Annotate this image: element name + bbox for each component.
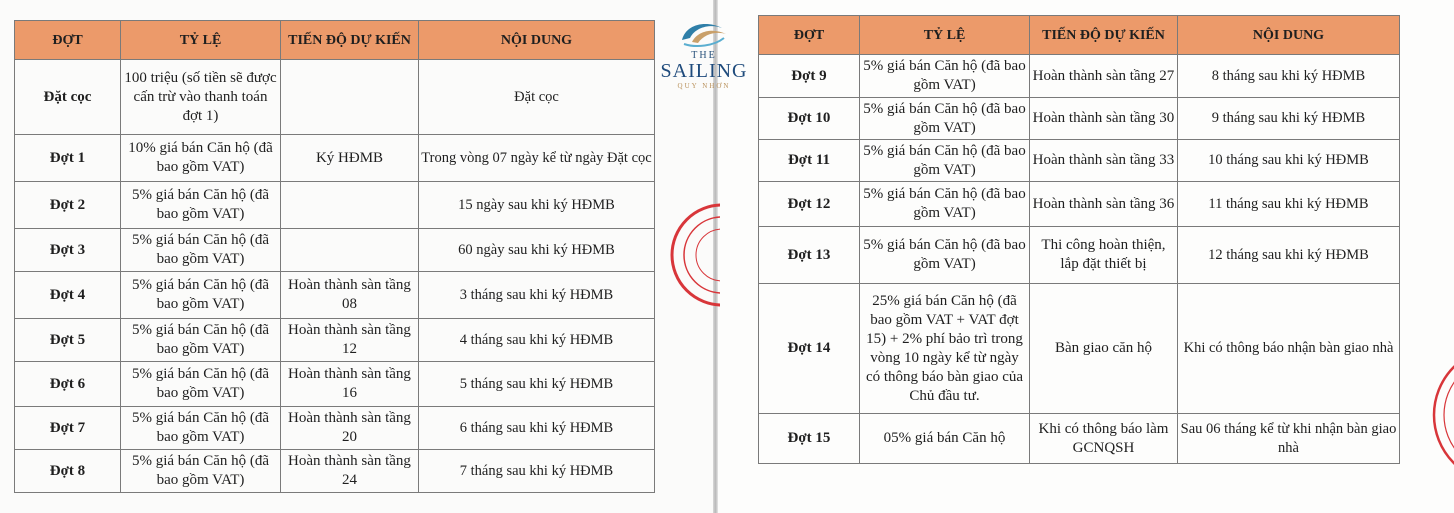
cell-tiendo: Hoàn thành sàn tầng 24	[281, 450, 419, 493]
cell-dot: Đợt 8	[15, 450, 121, 493]
cell-tyle: 5% giá bán Căn hộ (đã bao gồm VAT)	[121, 450, 281, 493]
cell-noidung: 8 tháng sau khi ký HĐMB	[1178, 55, 1400, 98]
table-row	[759, 55, 1400, 98]
cell-dot: Đợt 5	[15, 319, 121, 362]
cell-dot: Đợt 14	[759, 284, 860, 414]
cell-dot: Đợt 11	[759, 140, 860, 182]
table-row	[759, 227, 1400, 284]
cell-noidung: Khi có thông báo nhận bàn giao nhà	[1178, 284, 1400, 414]
logo-subtitle: QUY NHƠN	[677, 82, 731, 90]
cell-tyle: 100 triệu (số tiền sẽ được cấn trừ vào thanh toán đợt 1)	[121, 60, 281, 135]
cell-tyle: 5% giá bán Căn hộ (đã bao gồm VAT)	[121, 229, 281, 272]
cell-tiendo: Hoàn thành sàn tầng 12	[281, 319, 419, 362]
cell-dot: Đợt 4	[15, 272, 121, 319]
cell-noidung: 5 tháng sau khi ký HĐMB	[419, 362, 655, 407]
cell-dot: Đợt 15	[759, 414, 860, 464]
wave-logo-icon	[676, 18, 732, 48]
cell-dot: Đợt 2	[15, 182, 121, 229]
cell-tiendo	[281, 182, 419, 229]
cell-tyle: 5% giá bán Căn hộ (đã bao gồm VAT)	[860, 182, 1030, 227]
cell-noidung: Đặt cọc	[419, 60, 655, 135]
cell-tiendo: Hoàn thành sàn tầng 27	[1030, 55, 1178, 98]
logo-name: SAILING	[660, 60, 748, 82]
cell-noidung: 10 tháng sau khi ký HĐMB	[1178, 140, 1400, 182]
cell-tiendo: Thi công hoàn thiện, lắp đặt thiết bị	[1030, 227, 1178, 284]
cell-tiendo	[281, 229, 419, 272]
header-dot: ĐỢT	[759, 16, 860, 55]
cell-noidung: 4 tháng sau khi ký HĐMB	[419, 319, 655, 362]
header-tiendo: TIẾN ĐỘ DỰ KIẾN	[281, 21, 419, 60]
cell-tiendo: Khi có thông báo làm GCNQSH	[1030, 414, 1178, 464]
payment-schedule-table-right	[758, 15, 1400, 464]
cell-dot: Đợt 10	[759, 98, 860, 140]
table-header-row	[759, 16, 1400, 55]
table-row	[15, 362, 655, 407]
header-tiendo: TIẾN ĐỘ DỰ KIẾN	[1030, 16, 1178, 55]
cell-tiendo: Hoàn thành sàn tầng 36	[1030, 182, 1178, 227]
payment-schedule-table-left	[14, 20, 655, 493]
cell-noidung: Sau 06 tháng kể từ khi nhận bàn giao nhà	[1178, 414, 1400, 464]
cell-noidung: 11 tháng sau khi ký HĐMB	[1178, 182, 1400, 227]
table-row	[15, 60, 655, 135]
cell-dot: Đợt 12	[759, 182, 860, 227]
cell-tyle: 5% giá bán Căn hộ (đã bao gồm VAT)	[121, 362, 281, 407]
cell-tyle: 5% giá bán Căn hộ (đã bao gồm VAT)	[860, 55, 1030, 98]
table-row	[15, 272, 655, 319]
cell-dot: Đợt 6	[15, 362, 121, 407]
cell-tyle: 5% giá bán Căn hộ (đã bao gồm VAT)	[860, 227, 1030, 284]
cell-tiendo: Bàn giao căn hộ	[1030, 284, 1178, 414]
cell-tiendo: Ký HĐMB	[281, 135, 419, 182]
cell-noidung: 60 ngày sau khi ký HĐMB	[419, 229, 655, 272]
the-sailing-logo	[660, 18, 748, 110]
cell-tyle: 5% giá bán Căn hộ (đã bao gồm VAT)	[121, 319, 281, 362]
cell-dot: Đợt 9	[759, 55, 860, 98]
cell-noidung: 12 tháng sau khi ký HĐMB	[1178, 227, 1400, 284]
red-stamp-left	[660, 200, 720, 310]
cell-noidung: 6 tháng sau khi ký HĐMB	[419, 407, 655, 450]
cell-tiendo: Hoàn thành sàn tầng 16	[281, 362, 419, 407]
table-row	[15, 182, 655, 229]
cell-tiendo: Hoàn thành sàn tầng 08	[281, 272, 419, 319]
red-stamp-right	[1432, 340, 1454, 490]
cell-noidung: 15 ngày sau khi ký HĐMB	[419, 182, 655, 229]
header-dot: ĐỢT	[15, 21, 121, 60]
cell-tiendo	[281, 60, 419, 135]
table-row	[15, 135, 655, 182]
table-row	[15, 319, 655, 362]
header-tyle: TỶ LỆ	[860, 16, 1030, 55]
cell-tiendo: Hoàn thành sàn tầng 30	[1030, 98, 1178, 140]
table-row	[759, 182, 1400, 227]
cell-dot: Đặt cọc	[15, 60, 121, 135]
cell-tyle: 5% giá bán Căn hộ (đã bao gồm VAT)	[121, 407, 281, 450]
header-tyle: TỶ LỆ	[121, 21, 281, 60]
cell-tyle: 5% giá bán Căn hộ (đã bao gồm VAT)	[860, 140, 1030, 182]
cell-dot: Đợt 13	[759, 227, 860, 284]
table-row	[15, 229, 655, 272]
cell-tiendo: Hoàn thành sàn tầng 20	[281, 407, 419, 450]
table-row	[15, 450, 655, 493]
cell-tyle: 10% giá bán Căn hộ (đã bao gồm VAT)	[121, 135, 281, 182]
cell-tyle: 5% giá bán Căn hộ (đã bao gồm VAT)	[121, 182, 281, 229]
cell-noidung: 9 tháng sau khi ký HĐMB	[1178, 98, 1400, 140]
cell-noidung: 7 tháng sau khi ký HĐMB	[419, 450, 655, 493]
cell-tiendo: Hoàn thành sàn tầng 33	[1030, 140, 1178, 182]
cell-tyle: 05% giá bán Căn hộ	[860, 414, 1030, 464]
table-header-row	[15, 21, 655, 60]
table-row	[15, 407, 655, 450]
table-row	[759, 284, 1400, 414]
cell-noidung: Trong vòng 07 ngày kể từ ngày Đặt cọc	[419, 135, 655, 182]
logo-the: THE	[691, 50, 717, 61]
cell-tyle: 5% giá bán Căn hộ (đã bao gồm VAT)	[121, 272, 281, 319]
table-row	[759, 414, 1400, 464]
header-noidung: NỘI DUNG	[419, 21, 655, 60]
cell-tyle: 5% giá bán Căn hộ (đã bao gồm VAT)	[860, 98, 1030, 140]
cell-dot: Đợt 3	[15, 229, 121, 272]
table-row	[759, 98, 1400, 140]
cell-dot: Đợt 7	[15, 407, 121, 450]
cell-dot: Đợt 1	[15, 135, 121, 182]
table-row	[759, 140, 1400, 182]
cell-tyle: 25% giá bán Căn hộ (đã bao gồm VAT + VAT đợt 15) + 2% phí bảo trì trong vòng 10 ngày kể từ ngày có thông báo bàn giao của Chủ đầu tư.	[860, 284, 1030, 414]
cell-noidung: 3 tháng sau khi ký HĐMB	[419, 272, 655, 319]
header-noidung: NỘI DUNG	[1178, 16, 1400, 55]
